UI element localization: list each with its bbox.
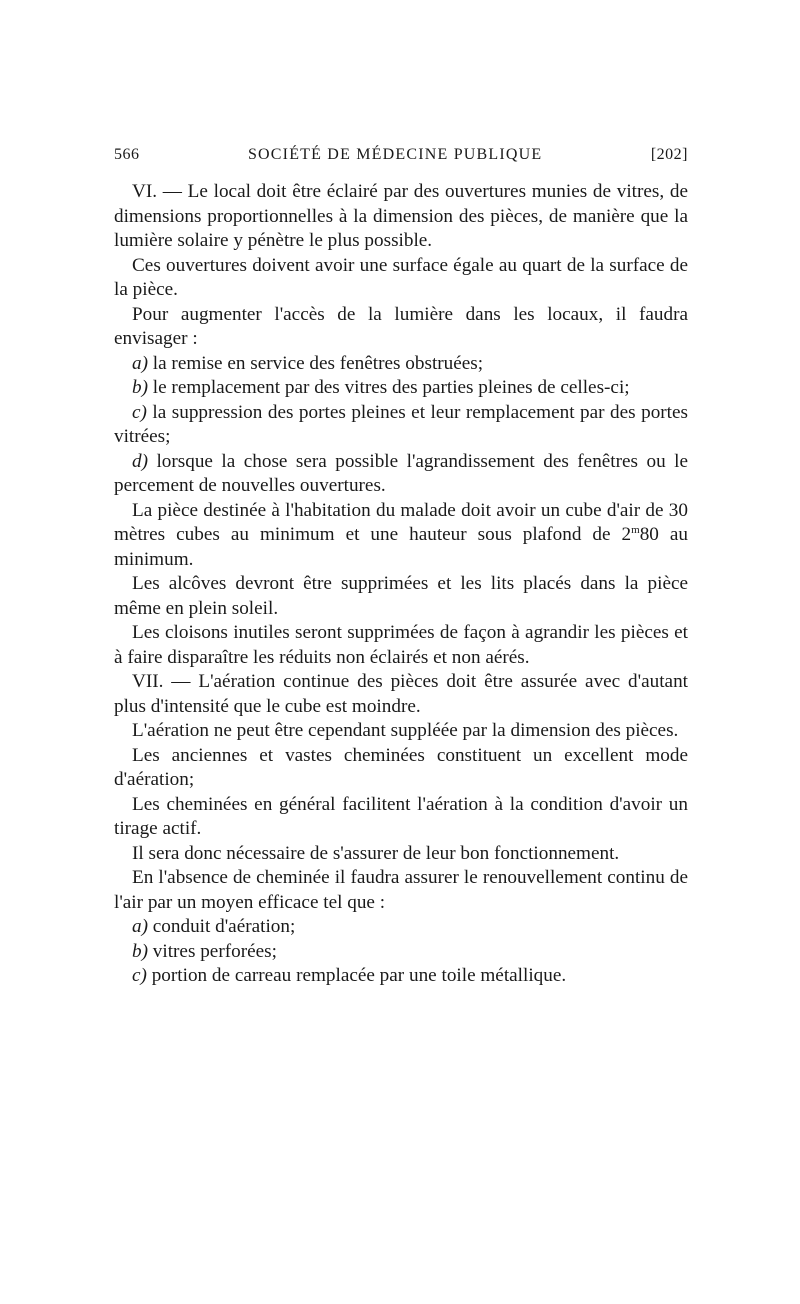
list-item-text: vitres perforées; — [147, 940, 277, 962]
paragraph: Ces ouvertures doivent avoir une surface égale au quart de la surface de la pièce. — [114, 254, 688, 300]
page-number: 566 — [114, 146, 140, 163]
paragraph: Les cheminées en général facilitent l'aération à la condition d'avoir un tirage actif. — [114, 793, 688, 839]
list-item — [114, 376, 688, 401]
list-item — [114, 964, 688, 989]
body-text — [114, 180, 688, 989]
book-page — [114, 146, 688, 989]
paragraph: Les alcôves devront être supprimées et les lits placés dans la pièce même en plein soleil. — [114, 573, 688, 619]
habitation-text-end: 80 au minimum. — [114, 524, 688, 570]
list-item-text: le remplacement par des vitres des parties pleines de celles-ci; — [147, 377, 630, 398]
list-item-text: la suppression des portes pleines et leur remplacement par des portes vitrées; — [114, 401, 688, 447]
list-item — [114, 940, 688, 965]
paragraph: Pour augmenter l'accès de la lumière dans les locaux, il faudra envisager : — [114, 303, 688, 349]
list-marker: a) — [132, 916, 148, 937]
list-item-text: portion de carreau remplacée par une toile métallique. — [146, 965, 567, 986]
list-marker: c) — [132, 965, 147, 986]
paragraph: Il sera donc nécessaire de s'assurer de leur bon fonctionnement. — [132, 842, 620, 864]
habitation-text: La pièce destinée à l'habitation du malade doit avoir un cube d'air de 30 mètres cubes au minimum et une hauteur sous plafond de 2 — [114, 499, 688, 545]
page-header — [114, 146, 688, 172]
list-marker: a) — [132, 352, 148, 374]
bracket-page-number: [202] — [650, 146, 688, 163]
paragraph: Les anciennes et vastes cheminées constituent un excellent mode d'aération; — [114, 744, 688, 790]
list-marker: b) — [132, 377, 148, 398]
paragraph: En l'absence de cheminée il faudra assurer le renouvellement continu de l'air par un moyen efficace tel que : — [114, 867, 688, 913]
list-marker: c) — [132, 401, 147, 423]
list-item-text: conduit d'aération; — [147, 916, 296, 937]
list-item — [114, 450, 688, 499]
paragraph: VI. — Le local doit être éclairé par des ouvertures munies de vitres, de dimensions proportionnelles à la dimension des pièces, de manière que la lumière solaire y pénètre le plus possible. — [114, 181, 688, 251]
superscript-unit: m — [631, 524, 640, 536]
list-marker: b) — [132, 940, 148, 962]
paragraph-habitation — [114, 499, 688, 573]
paragraph: VII. — L'aération continue des pièces doit être assurée avec d'autant plus d'intensité que le cube est moindre. — [114, 671, 688, 717]
paragraph: L'aération ne peut être cependant suppléée par la dimension des pièces. — [132, 720, 679, 741]
running-title: SOCIÉTÉ DE MÉDECINE PUBLIQUE — [247, 146, 543, 163]
list-item — [114, 401, 688, 450]
list-item — [114, 915, 688, 940]
list-item-text: la remise en service des fenêtres obstruées; — [147, 352, 484, 374]
list-item-text: lorsque la chose sera possible l'agrandissement des fenêtres ou le percement de nouvelles ouvertures. — [114, 450, 688, 496]
list-marker: d) — [132, 450, 148, 472]
list-item — [114, 352, 688, 377]
paragraph: Les cloisons inutiles seront supprimées de façon à agrandir les pièces et à faire disparaître les réduits non éclairés et non aérés. — [114, 622, 688, 668]
